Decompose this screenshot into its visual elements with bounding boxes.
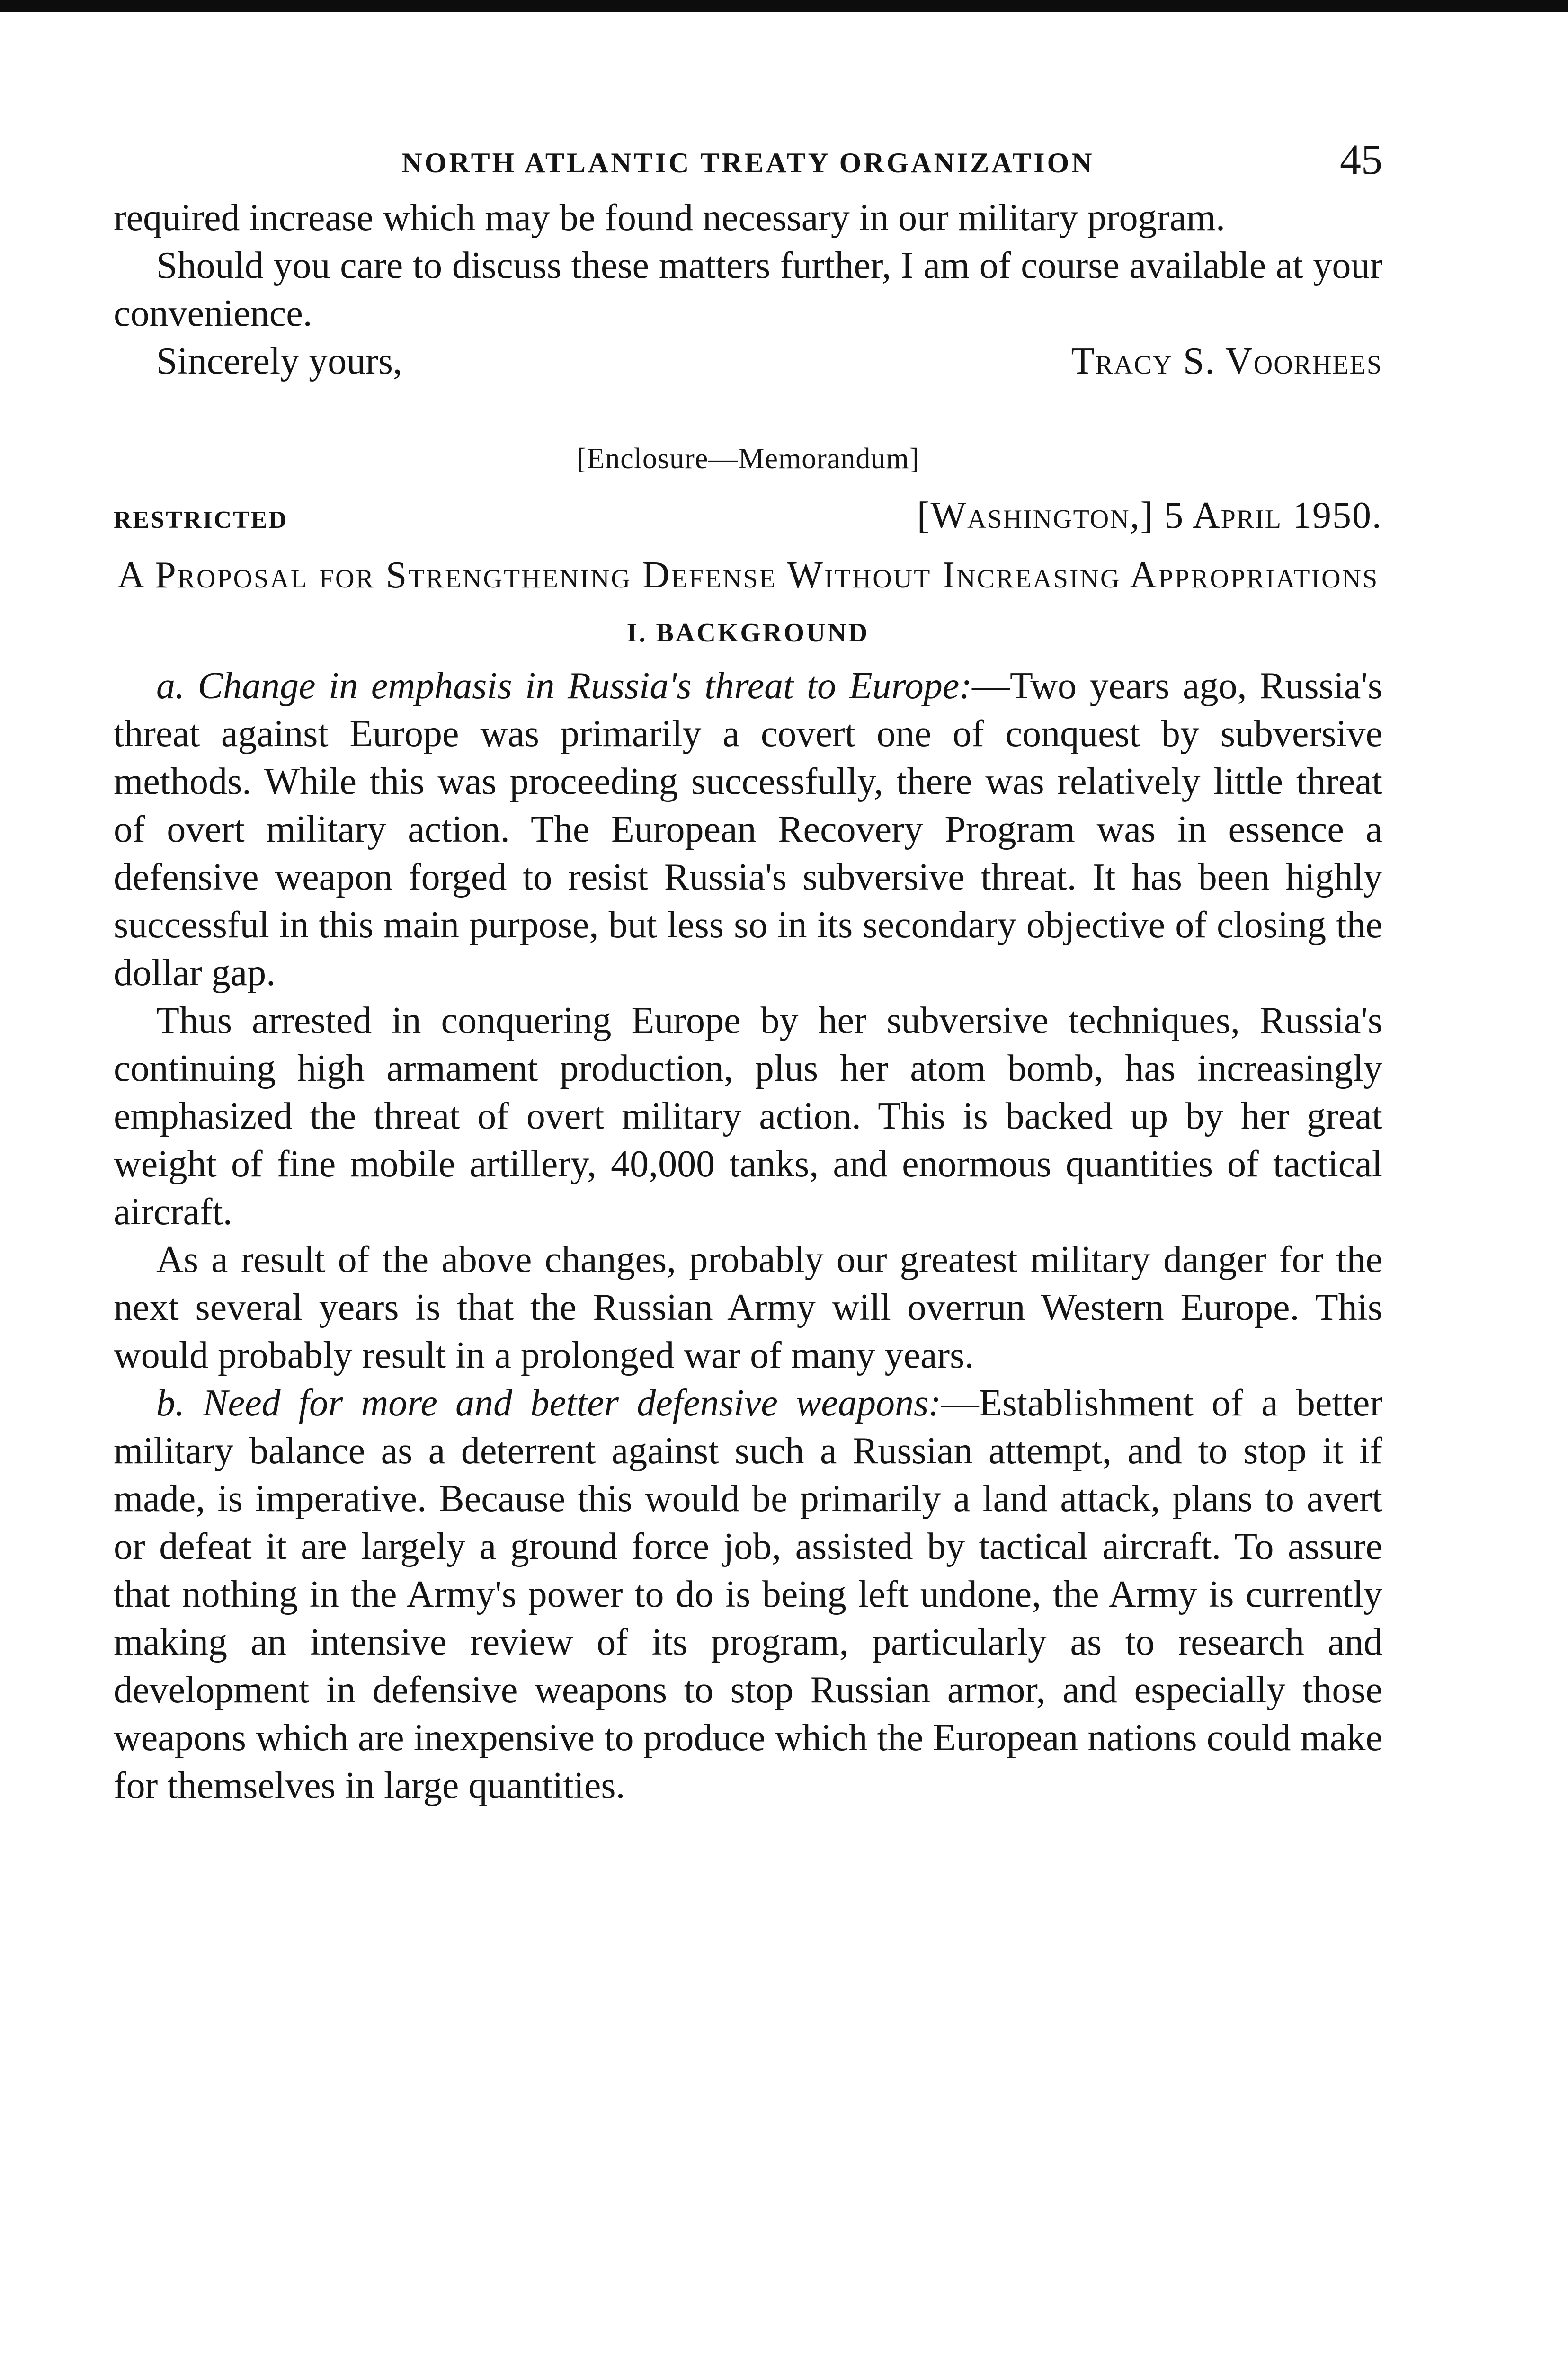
paragraph-b-body: —Establishment of a better military balance as a deterrent against such a Russian attempt, and to stop it if made, is imperative. Because this would be primarily a land attack, plans to avert or defeat it are largely a ground force job, assisted by tactical aircraft. To assure that nothing in the Army's power to do is being left undone, the Army is currently making an intensive review of its program, particularly as to research and development in defensive weapons to stop Russian armor, and especially those weapons which are inexpensive to produce which the European nations could make for themselves in large quantities. <box>114 1382 1382 1806</box>
paragraph-a-body: —Two years ago, Russia's threat against Europe was primarily a covert one of conquest by subversive methods. While this was proceeding successfully, there was relatively little threat of overt military action. The European Recovery Program was in essence a defensive weapon forged to resist Russia's subversive threat. It has been highly successful in this main purpose, but less so in its secondary objective of closing the dollar gap. <box>114 665 1382 994</box>
section-heading: I. BACKGROUND <box>626 618 870 648</box>
running-header <box>114 137 1382 194</box>
running-title: NORTH ATLANTIC TREATY ORGANIZATION <box>401 147 1095 178</box>
enclosure-label: [Enclosure—Memorandum] <box>576 443 920 475</box>
dateline-row <box>114 494 1382 537</box>
closing: Sincerely yours, <box>156 340 402 382</box>
classification-marking: RESTRICTED <box>114 507 288 534</box>
paragraph-military-danger: As a result of the above changes, probably our greatest military danger for the next several years is that the Russian Army will overrun Western Europe. This would probably result in a prolonged war of many years. <box>114 1239 1382 1376</box>
paragraph-b-lead: b. Need for more and better defensive weapons: <box>156 1382 941 1424</box>
dateline: [Washington,] 5 April 1950. <box>917 495 1382 536</box>
page-number: 45 <box>1340 136 1382 183</box>
paragraph-a-lead: a. Change in emphasis in Russia's threat to Europe: <box>156 665 972 707</box>
top-border-rule <box>0 0 1568 12</box>
signature: Tracy S. Voorhees <box>1071 340 1382 382</box>
paragraph-soviet-armament: Thus arrested in conquering Europe by her subversive techniques, Russia's continuing high armament production, plus her atom bomb, has increasingly emphasized the threat of overt military action. This is backed up by her great weight of fine mobile artillery, 40,000 tanks, and enormous quantities of tactical aircraft. <box>114 1000 1382 1233</box>
paragraph-a <box>114 662 1382 997</box>
memorandum-title: A Proposal for Strengthening Defense Without Increasing Appropriations <box>117 554 1379 596</box>
letter-paragraph-2: Should you care to discuss these matters further, I am of course available at your convenience. <box>114 245 1382 334</box>
paragraph-b <box>114 1379 1382 1810</box>
document-page <box>114 137 1382 1810</box>
letter-paragraph-1: required increase which may be found necessary in our military program. <box>114 197 1226 239</box>
signature-line <box>114 338 1382 385</box>
